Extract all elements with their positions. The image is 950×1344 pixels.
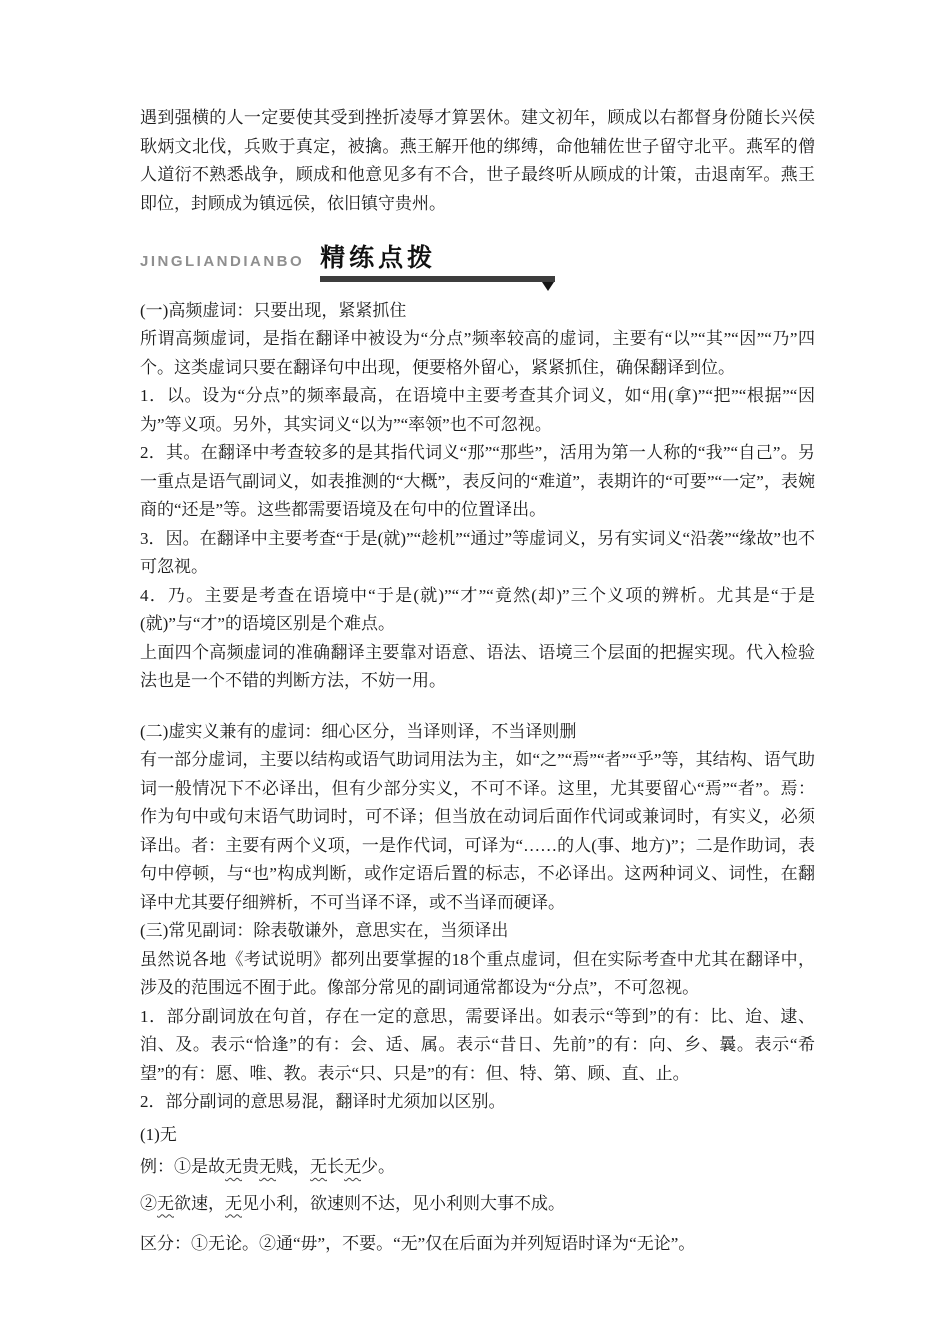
example-segment: 见小利，欲速则不达，见小利则大事不成。 <box>242 1193 565 1213</box>
emphasized-char: 无 <box>225 1157 242 1176</box>
intro-paragraph: 遇到强横的人一定要使其受到挫折凌辱才算罢休。建文初年，顾成以右都督身份随长兴侯耿炳文北伐，兵败于真定，被擒。燕王解开他的绑缚，命他辅佐世子留守北平。燕军的僧人道衍不熟悉战争，顾成和他意见多有不合，世子最终听从顾成的计策，击退南军。燕王即位，封顾成为镇远侯，依旧镇守贵州。 <box>140 108 815 213</box>
distinction-line: 区分：①无论。②通“毋”，不要。“无”仅在后面为并列短语时译为“无论”。 <box>140 1234 696 1253</box>
section1-paragraph-2: 上面四个高频虚词的准确翻译主要靠对语意、语法、语境三个层面的把握实现。代入检验法也是一个不错的判断方法，不妨一用。 <box>140 642 815 690</box>
emphasized-char: 无 <box>310 1157 327 1176</box>
section3-item-1: 1．部分副词放在句首，存在一定的意思，需要译出。如表示“等到”的有：比、迨、逮、洎、及。表示“恰逢”的有：会、适、属。表示“昔日、先前”的有：向、乡、曩。表示“希望”的有：愿、唯、教。表示“只、只是”的有：但、特、第、顾、直、止。 <box>140 1006 815 1083</box>
heading-section-3: (三)常见副词：除表敬谦外，意思实在，当须译出 <box>140 921 509 940</box>
section2-paragraph-1: 有一部分虚词，主要以结构或语气助词用法为主，如“之”“焉”“者”“乎”等，其结构、语气助词一般情况下不必译出，但有少部分实义，不可不译。这里，尤其要留心“焉”“者”。焉：作为句中或句末语气助词时，可不译；但当放在动词后面作代词或兼词时，有实义，必须译出。者：主要有两个义项，一是作代词，可译为“……的人(事、地方)”；二是作助词，表句中停顿，与“也”构成判断，或作定语后置的标志，不必译出。这两种词义、词性，在翻译中尤其要仔细辨析，不可当译不译，或不当译而硬译。 <box>140 750 815 912</box>
section1-item-3: 3．因。在翻译中主要考查“于是(就)”“趁机”“通过”等虚词义，另有实词义“沿袭”“缘故”也不可忽视。 <box>140 528 815 576</box>
section-banner <box>140 245 815 282</box>
emphasized-char: 无 <box>259 1157 276 1176</box>
heading-section-2: (二)虚实义兼有的虚词：细心区分，当译则译，不当译则删 <box>140 721 577 741</box>
section1-item-1: 1．以。设为“分点”的频率最高，在语境中主要考查其介词义，如“用(拿)”“把”“根据”“因为”等义项。另外，其实词义“以为”“率领”也不可忽视。 <box>140 386 815 434</box>
section1-item-4: 4．乃。主要是考查在语境中“于是(就)”“才”“竟然(却)”三个义项的辨析。尤其是“于是(就)”与“才”的语境区别是个难点。 <box>140 585 815 633</box>
example-line-2 <box>140 1190 815 1219</box>
example-segment: 欲速， <box>174 1193 225 1213</box>
section1-paragraph-1: 所谓高频虚词，是指在翻译中被设为“分点”频率较高的虚词，主要有“以”“其”“因”“乃”四个。这类虚词只要在翻译句中出现，便要格外留心，紧紧抓住，确保翻译到位。 <box>140 329 815 377</box>
example-segment: 少。 <box>361 1157 395 1176</box>
subheading-wu: (1)无 <box>140 1124 177 1144</box>
example-line-1 <box>140 1153 815 1182</box>
example-segment: 长 <box>327 1157 344 1176</box>
example-segment: 例：①是故 <box>140 1157 225 1176</box>
emphasized-char: 无 <box>344 1157 361 1176</box>
example-segment: 贱， <box>276 1157 310 1176</box>
section1-item-2: 2．其。在翻译中考查较多的是其指代词义“那”“那些”，活用为第一人称的“我”“自己”。另一重点是语气副词义，如表推测的“大概”，表反问的“难道”，表期许的“可要”“一定”，表婉商的“还是”等。这些都需要语境及在句中的位置译出。 <box>140 443 815 519</box>
example-segment: 贵 <box>242 1157 259 1176</box>
banner-title-block <box>320 245 555 282</box>
heading-section-1: (一)高频虚词：只要出现，紧紧抓住 <box>140 300 407 320</box>
section3-item-2: 2．部分副词的意思易混，翻译时尤须加以区别。 <box>140 1092 506 1111</box>
banner-pinyin: JINGLIANDIANBO <box>140 253 305 270</box>
example-segment: ② <box>140 1193 157 1213</box>
emphasized-char: 无 <box>157 1193 174 1213</box>
banner-underline-bar <box>320 276 555 282</box>
section3-paragraph-1: 虽然说各地《考试说明》都列出要掌握的18个重点虚词，但在实际考查中尤其在翻译中，涉及的范围远不囿于此。像部分常见的副词通常都设为“分点”，不可忽视。 <box>140 949 815 997</box>
banner-triangle-icon <box>542 282 554 291</box>
emphasized-char: 无 <box>225 1193 242 1213</box>
banner-title: 精练点拨 <box>320 245 437 272</box>
